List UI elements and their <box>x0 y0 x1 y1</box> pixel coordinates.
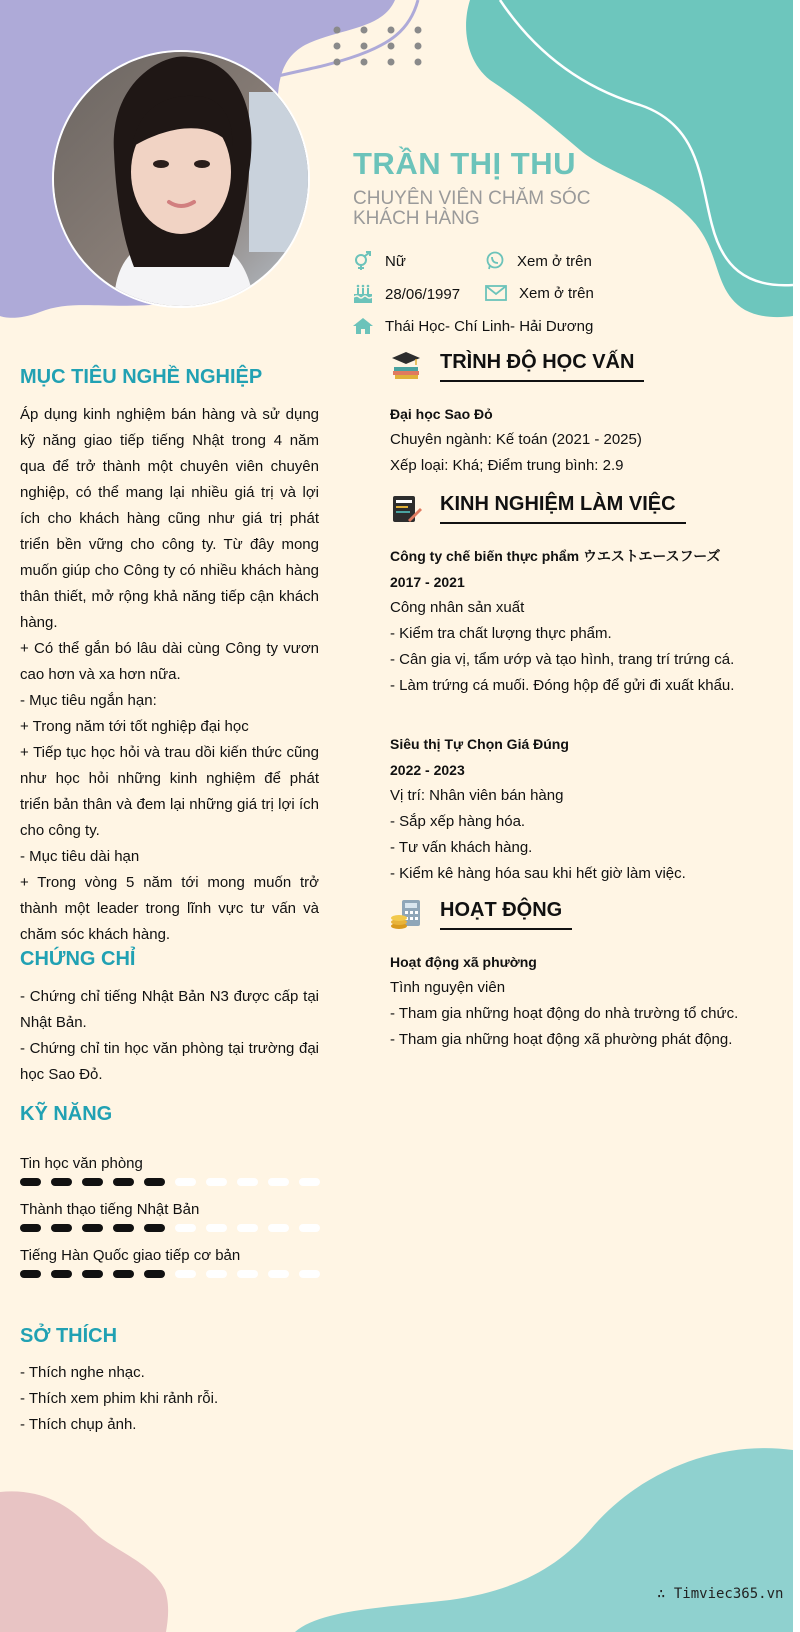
job-period: 2022 - 2023 <box>390 762 465 778</box>
hobbies-text <box>20 1360 319 1438</box>
phone-icon <box>485 251 505 271</box>
info-address <box>353 317 593 335</box>
job-role: Công nhân sản xuất <box>390 599 525 616</box>
skill-dot-filled <box>144 1270 165 1278</box>
hobby-line: - Thích chụp ảnh. <box>20 1416 137 1433</box>
skill-item <box>20 1246 320 1278</box>
skill-item <box>20 1154 320 1186</box>
skill-dot-filled <box>51 1224 72 1232</box>
certificate-line: - Chứng chỉ tiếng Nhật Bản N3 được cấp tại Nhật Bản. <box>20 988 319 1031</box>
pink-blob <box>0 1491 168 1632</box>
job-block <box>390 731 770 887</box>
activities-title: HOẠT ĐỘNG <box>440 899 572 930</box>
objective-line: - Mục tiêu dài hạn <box>20 848 140 865</box>
profile-photo <box>52 50 310 308</box>
skill-dot-filled <box>113 1270 134 1278</box>
activity-item: - Tham gia những hoạt động do nhà trường tổ chức. <box>390 1005 739 1022</box>
skill-dot-filled <box>20 1178 41 1186</box>
info-birthday <box>353 284 460 304</box>
job-task: - Tư vấn khách hàng. <box>390 839 533 856</box>
job-task: - Kiểm tra chất lượng thực phẩm. <box>390 625 612 642</box>
email-value: Xem ở trên <box>519 284 594 302</box>
skill-dot-empty <box>268 1178 289 1186</box>
skill-dot-empty <box>268 1270 289 1278</box>
skill-dot-filled <box>113 1178 134 1186</box>
certificates-heading: CHỨNG CHỈ <box>20 948 136 970</box>
skill-dot-empty <box>206 1178 227 1186</box>
gender-icon <box>353 251 373 271</box>
activity-role: Tình nguyện viên <box>390 979 506 996</box>
skill-dot-empty <box>175 1270 196 1278</box>
school-name: Đại học Sao Đỏ <box>390 406 493 422</box>
objective-text <box>20 402 319 948</box>
home-icon <box>353 317 373 335</box>
education-title: TRÌNH ĐỘ HỌC VẤN <box>440 351 644 382</box>
objective-heading: MỤC TIÊU NGHỀ NGHIỆP <box>20 366 263 388</box>
work-experience-icon <box>390 492 422 524</box>
experience-heading <box>390 492 686 524</box>
birthday-cake-icon <box>353 284 373 304</box>
graduation-books-icon <box>390 350 422 382</box>
skill-dot-empty <box>206 1224 227 1232</box>
activity-org: Hoạt động xã phường <box>390 954 537 970</box>
skill-level-bar <box>20 1270 320 1278</box>
hobby-line: - Thích nghe nhạc. <box>20 1364 145 1381</box>
gender-value: Nữ <box>385 252 406 270</box>
job-company: Siêu thị Tự Chọn Giá Đúng <box>390 736 569 752</box>
job-role: Vị trí: Nhân viên bán hàng <box>390 787 564 804</box>
objective-line: - Mục tiêu ngắn hạn: <box>20 692 157 709</box>
skill-dot-filled <box>82 1270 103 1278</box>
objective-line: + Có thể gắn bó lâu dài cùng Công ty vươn cao hơn và xa hơn nữa. <box>20 640 319 683</box>
objective-line: + Trong năm tới tốt nghiệp đại học <box>20 718 249 735</box>
envelope-icon <box>485 284 507 302</box>
skill-name: Tiếng Hàn Quốc giao tiếp cơ bản <box>20 1247 241 1264</box>
job-company: Công ty chế biến thực phẩm ウエストエースフーズ <box>390 548 721 564</box>
certificate-line: - Chứng chỉ tin học văn phòng tại trường đại học Sao Đỏ. <box>20 1040 319 1083</box>
skill-name: Thành thạo tiếng Nhật Bản <box>20 1201 200 1218</box>
skill-dot-filled <box>20 1224 41 1232</box>
job-block <box>390 543 770 699</box>
skill-dot-filled <box>113 1224 134 1232</box>
job-task: - Sắp xếp hàng hóa. <box>390 813 526 830</box>
hobby-line: - Thích xem phim khi rảnh rỗi. <box>20 1390 219 1407</box>
hobbies-heading: SỞ THÍCH <box>20 1325 118 1347</box>
skill-dot-filled <box>82 1178 103 1186</box>
skill-level-bar <box>20 1224 320 1232</box>
address-value: Thái Học- Chí Linh- Hải Dương <box>385 317 594 335</box>
activities-heading <box>390 898 572 930</box>
info-phone <box>485 251 592 271</box>
skill-dot-empty <box>237 1270 258 1278</box>
skill-dot-filled <box>20 1270 41 1278</box>
certificates-text <box>20 984 319 1088</box>
job-task: - Cân gia vị, tẩm ướp và tạo hình, trang trí trứng cá. <box>390 651 735 668</box>
job-title: CHUYÊN VIÊN CHĂM SÓC KHÁCH HÀNG <box>353 188 591 229</box>
candidate-name: TRẦN THỊ THU <box>353 146 576 181</box>
skill-dot-filled <box>51 1178 72 1186</box>
info-gender <box>353 251 406 271</box>
skill-dot-empty <box>268 1224 289 1232</box>
objective-line: Áp dụng kinh nghiệm bán hàng và sử dụng kỹ năng giao tiếp tiếng Nhật trong 4 năm qua để trở thành một chuyên viên chuyên nghiệp, có thể mang lại nhiều giá trị và lợi ích cho khách hàng cũng như giá trị phát triển bền vững cho công ty. Từ đây mong muốn giúp cho Công ty có nhiều khách hàng thân thiết, mở rộng khả năng tiếp cận khách hàng. <box>20 406 319 631</box>
skill-dot-empty <box>175 1224 196 1232</box>
education-major: Chuyên ngành: Kế toán (2021 - 2025) <box>390 431 642 448</box>
skill-dot-empty <box>299 1178 320 1186</box>
watermark: ∴ Timviec365.vn <box>657 1586 784 1602</box>
job-period: 2017 - 2021 <box>390 574 465 590</box>
skill-dot-empty <box>299 1270 320 1278</box>
skill-dot-empty <box>299 1224 320 1232</box>
activity-item: - Tham gia những hoạt động xã phường phát động. <box>390 1031 733 1048</box>
education-heading <box>390 350 644 382</box>
portrait-illustration <box>54 52 308 306</box>
education-grade: Xếp loại: Khá; Điểm trung bình: 2.9 <box>390 457 624 474</box>
job-task: - Làm trứng cá muối. Đóng hộp để gửi đi xuất khẩu. <box>390 677 735 694</box>
skill-dot-filled <box>144 1224 165 1232</box>
skill-dot-empty <box>175 1178 196 1186</box>
activity-block <box>390 949 770 1053</box>
skill-dot-filled <box>144 1178 165 1186</box>
skill-dot-empty <box>237 1224 258 1232</box>
objective-line: + Trong vòng 5 năm tới mong muốn trở thành một leader trong lĩnh vực tư vấn và chăm sóc khách hàng. <box>20 874 319 943</box>
education-block <box>390 401 770 479</box>
skill-name: Tin học văn phòng <box>20 1155 143 1172</box>
skill-item <box>20 1200 320 1232</box>
skill-dot-empty <box>237 1178 258 1186</box>
activities-coins-icon <box>390 898 422 930</box>
skill-dot-filled <box>51 1270 72 1278</box>
skill-level-bar <box>20 1178 320 1186</box>
experience-title: KINH NGHIỆM LÀM VIỆC <box>440 493 686 524</box>
skills-heading: KỸ NĂNG <box>20 1103 113 1125</box>
teal-bottom-blob <box>295 1448 793 1632</box>
phone-value: Xem ở trên <box>517 252 592 270</box>
skill-dot-filled <box>82 1224 103 1232</box>
objective-line: + Tiếp tục học hỏi và trau dồi kiến thức cũng như học hỏi những kinh nghiệm để phát triển bản thân và đem lại những giá trị lợi ích cho công ty. <box>20 744 319 839</box>
birthday-value: 28/06/1997 <box>385 285 461 303</box>
job-task: - Kiểm kê hàng hóa sau khi hết giờ làm việc. <box>390 865 686 882</box>
info-email <box>485 284 594 302</box>
skill-dot-empty <box>206 1270 227 1278</box>
